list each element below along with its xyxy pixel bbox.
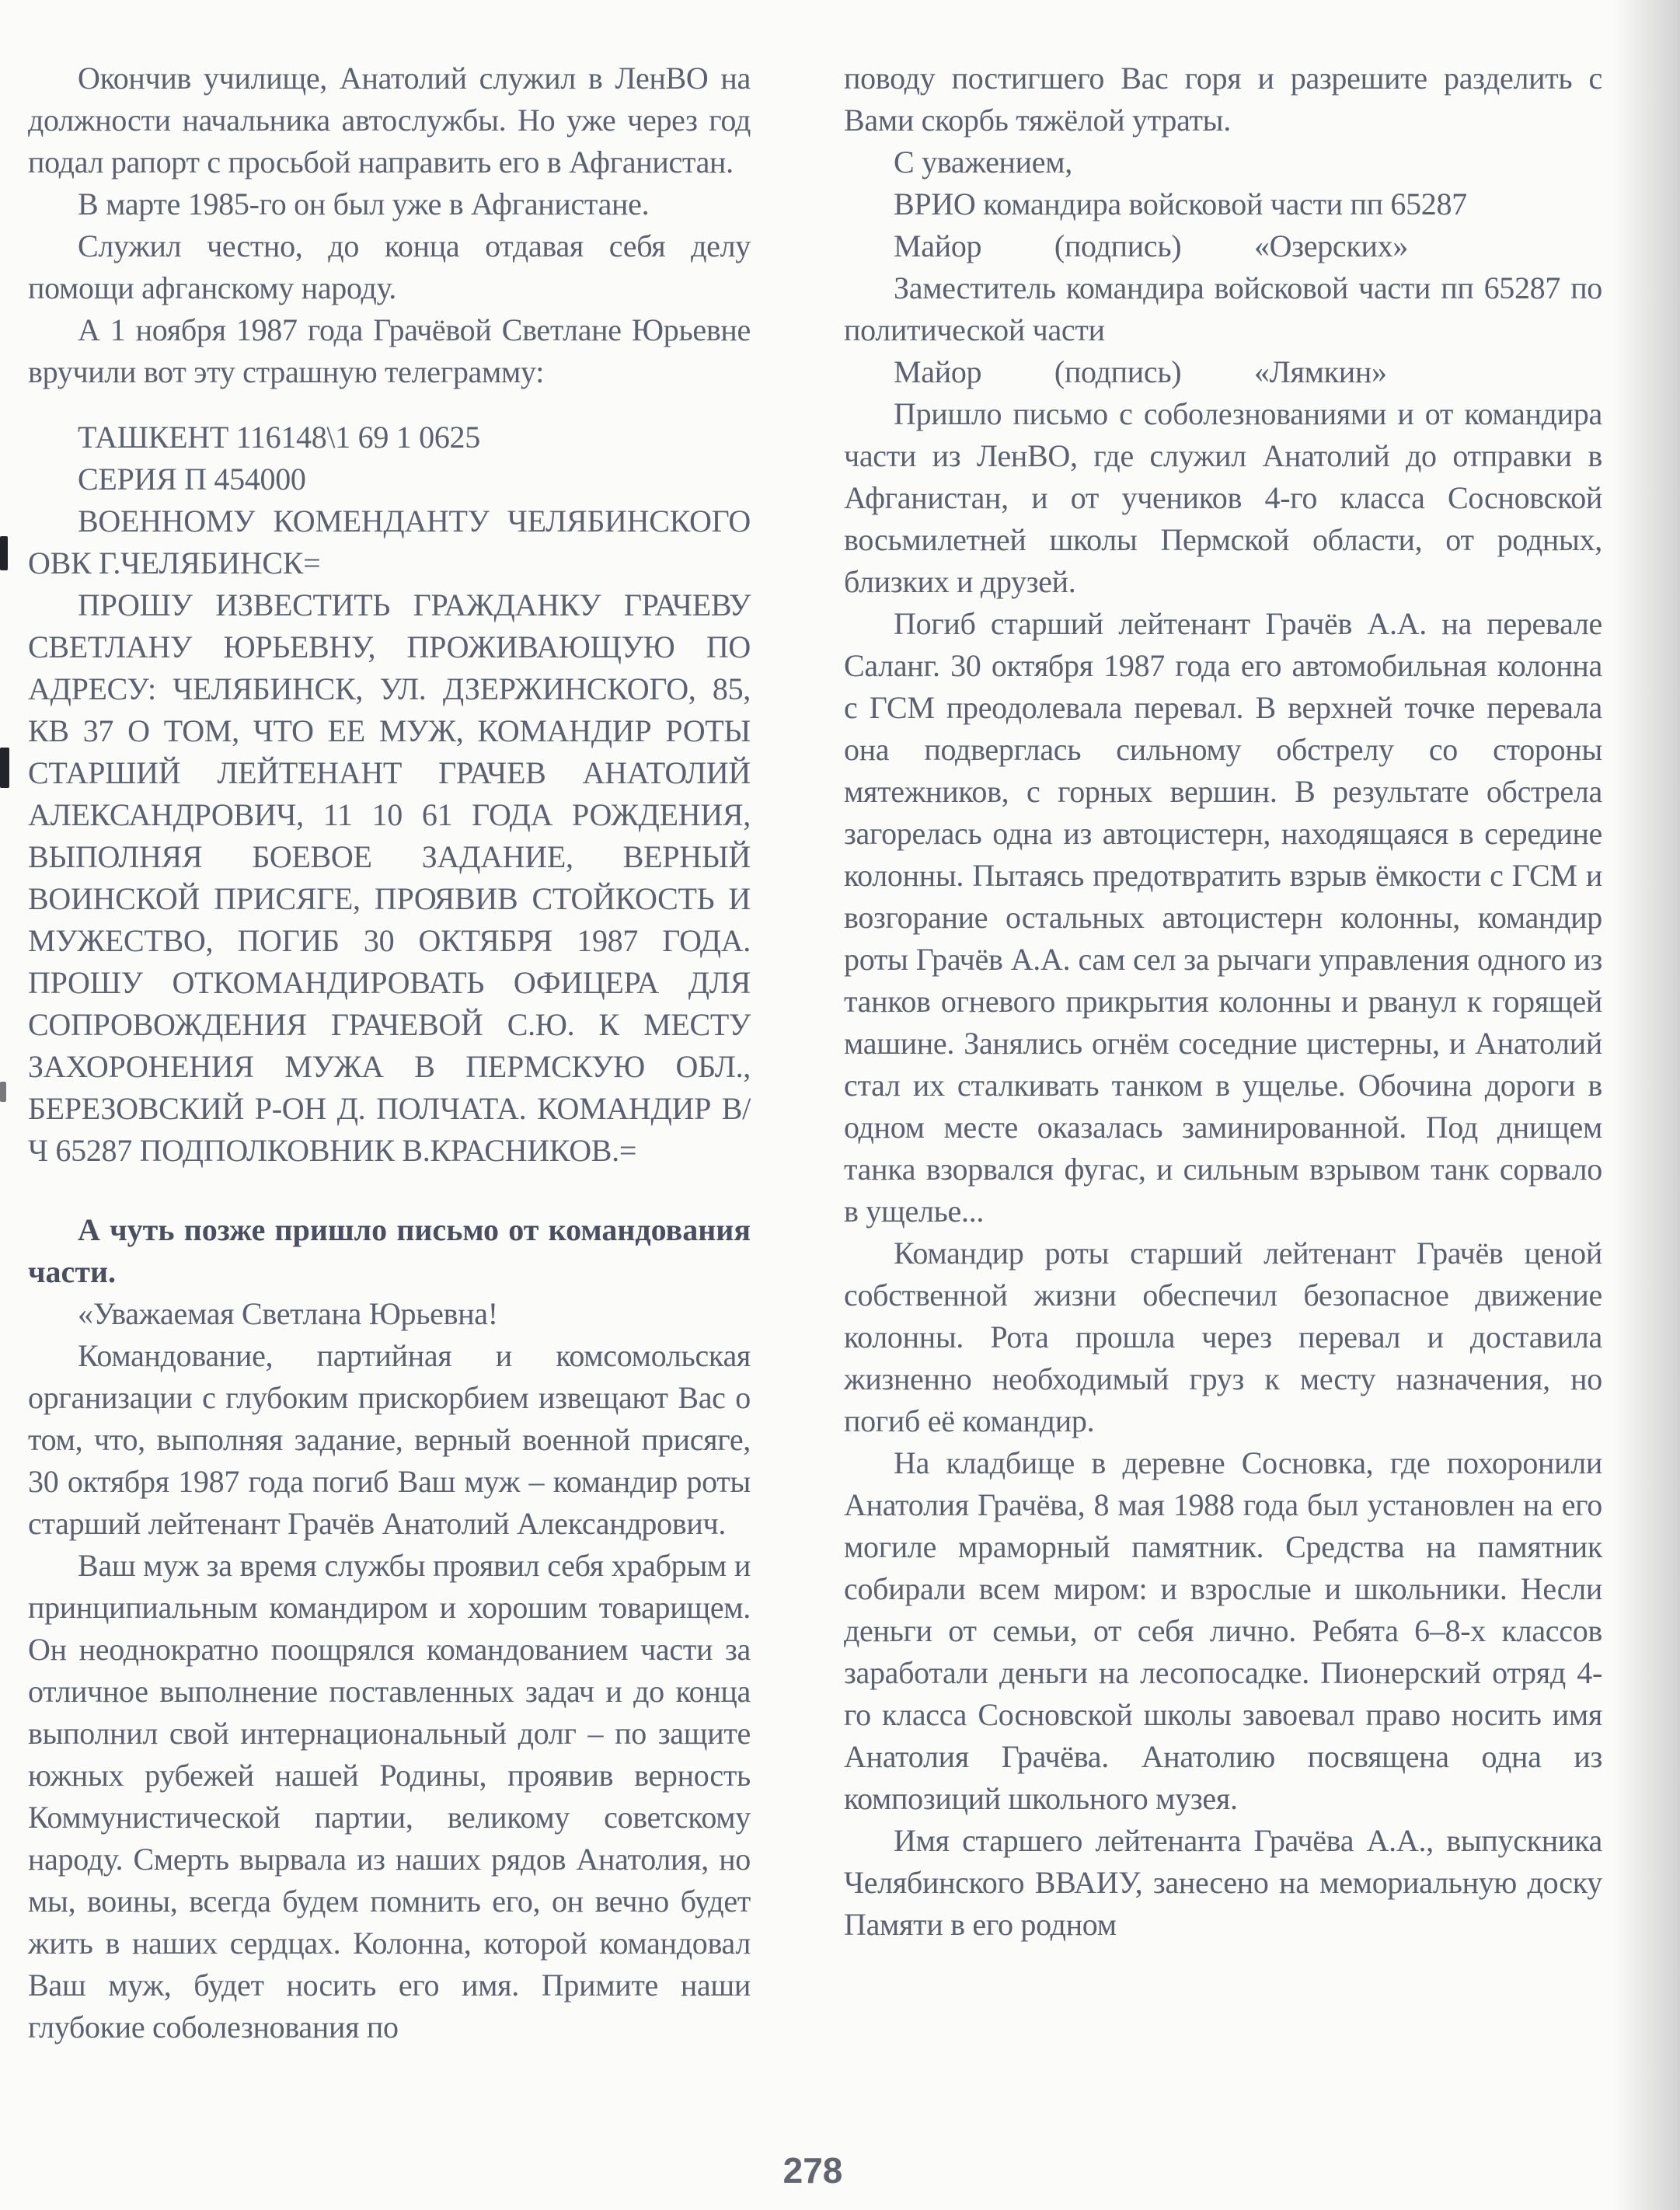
- paragraph: Имя старшего лейтенанта Грачёва А.А., выпускника Челябинского ВВАИУ, занесено на мемориальную доску Памяти в его родном: [844, 1823, 1602, 1942]
- paragraph: поводу постигшего Вас горя и разрешите разделить с Вами скорбь тяжёлой утраты.: [844, 61, 1602, 138]
- signature-line: ВРИО командира войсковой части пп 65287: [894, 186, 1467, 221]
- page-body: [28, 58, 1602, 2048]
- telegram-line: СЕРИЯ П 454000: [78, 462, 306, 497]
- telegram-body: ПРОШУ ИЗВЕСТИТЬ ГРАЖДАНКУ ГРАЧЕВУ СВЕТЛАНУ ЮРЬЕВНУ, ПРОЖИВАЮЩУЮ ПО АДРЕСУ: ЧЕЛЯБИНСК, УЛ. ДЗЕРЖИНСКОГО, 85, КВ 37 О ТОМ, ЧТО ЕЕ МУЖ, КОМАНДИР РОТЫ СТАРШИЙ ЛЕЙТЕНАНТ ГРАЧЕВ АНАТОЛИЙ АЛЕКСАНДРОВИЧ, 11 10 61 ГОДА РОЖДЕНИЯ, ВЫПОЛНЯЯ БОЕВОЕ ЗАДАНИЕ, ВЕРНЫЙ ВОИНСКОЙ ПРИСЯГЕ, ПРОЯВИВ СТОЙКОСТЬ И МУЖЕСТВО, ПОГИБ 30 ОКТЯБРЯ 1987 ГОДА. ПРОШУ ОТКОМАНДИРОВАТЬ ОФИЦЕРА ДЛЯ СОПРОВОЖДЕНИЯ ГРАЧЕВОЙ С.Ю. К МЕСТУ ЗАХОРОНЕНИЯ МУЖА В ПЕРМСКУЮ ОБЛ., БЕРЕЗОВСКИЙ Р-ОН Д. ПОЛЧАТА. КОМАНДИР В/Ч 65287 ПОДПОЛКОВНИК В.КРАСНИКОВ.=: [28, 587, 751, 1168]
- page-number: 278: [782, 2150, 843, 2191]
- telegram-line: ТАШКЕНТ 116148\1 69 1 0625: [78, 420, 480, 455]
- paragraph: На кладбище в деревне Сосновка, где похоронили Анатолия Грачёва, 8 мая 1988 года был установлен на его могиле мраморный памятник. Средства на памятник собирали всем миром: и взрослые и школьники. Несли деньги от семьи, от себя лично. Ребята 6–8-х классов заработали деньги на лесопосадке. Пионерский отряд 4-го класса Сосновской школы завоевал право носить имя Анатолия Грачёва. Анатолию посвящена одна из композиций школьного музея.: [844, 1445, 1602, 1816]
- scan-artifact: [0, 1082, 6, 1102]
- paragraph: С уважением,: [894, 145, 1072, 180]
- paragraph: Окончив училище, Анатолий служил в ЛенВО на должности начальника автослужбы. Но уже через год подал рапорт с просьбой направить его в Афганистан.: [28, 61, 751, 180]
- scan-artifact: [0, 536, 8, 570]
- paragraph: Пришло письмо с соболезнованиями и от командира части из ЛенВО, где служил Анатолий до отправки в Афганистан, и от учеников 4-го класса Сосновской восьмилетней школы Пермской области, от родных, близких и друзей.: [844, 396, 1602, 599]
- paragraph: А 1 ноября 1987 года Грачёвой Светлане Юрьевне вручили вот эту страшную телеграмму:: [28, 312, 751, 389]
- paragraph: Служил честно, до конца отдавая себя делу помощи афганскому народу.: [28, 228, 751, 305]
- signature-line: Майор (подпись) «Лямкин»: [894, 354, 1387, 389]
- scan-edge-shadow: [1614, 0, 1680, 2210]
- section-lead: А чуть позже пришло письмо от командования части.: [28, 1212, 751, 1289]
- right-column: [844, 58, 1602, 2048]
- signature-line: Майор (подпись) «Озерских»: [894, 228, 1409, 263]
- scan-artifact: [0, 748, 9, 788]
- telegram-line: ВОЕННОМУ КОМЕНДАНТУ ЧЕЛЯБИНСКОГО ОВК Г.ЧЕЛЯБИНСК=: [28, 504, 751, 580]
- paragraph: Погиб старший лейтенант Грачёв А.А. на перевале Саланг. 30 октября 1987 года его автомобильная колонна с ГСМ преодолевала перевал. В верхней точке перевала она подверглась сильному обстрелу со стороны мятежников, с горных вершин. В результате обстрела загорелась одна из автоцистерн, находящаяся в середине колонны. Пытаясь предотвратить взрыв ёмкости с ГСМ и возгорание остальных автоцистерн колонны, командир роты Грачёв А.А. сам сел за рычаги управления одного из танков огневого прикрытия колонны и рванул к горящей машине. Занялись огнём соседние цистерны, и Анатолий стал их сталкивать танком в ущелье. Обочина дороги в одном месте оказалась заминированной. Под днищем танка взорвался фугас, и сильным взрывом танк сорвало в ущелье...: [844, 606, 1602, 1229]
- paragraph: Командование, партийная и комсомольская организации с глубоким прискорбием извещают Вас о том, что, выполняя задание, верный военной присяге, 30 октября 1987 года погиб Ваш муж – командир роты старший лейтенант Грачёв Анатолий Александрович.: [28, 1338, 751, 1541]
- paragraph: Командир роты старший лейтенант Грачёв ценой собственной жизни обеспечил безопасное движение колонны. Рота прошла через перевал и доставила жизненно необходимый груз к месту назначения, но погиб её командир.: [844, 1236, 1602, 1438]
- paragraph: В марте 1985-го он был уже в Афганистане.: [78, 186, 650, 221]
- paragraph: Ваш муж за время службы проявил себя храбрым и принципиальным командиром и хорошим товарищем. Он неоднократно поощрялся командованием части за отличное выполнение поставленных задач и до конца выполнил свой интернациональный долг – по защите южных рубежей нашей Родины, проявив верность Коммунистической партии, великому советскому народу. Смерть вырвала из наших рядов Анатолия, но мы, воины, всегда будем помнить его, он вечно будет жить в наших сердцах. Колонна, которой командовал Ваш муж, будет носить его имя. Примите наши глубокие соболезнования по: [28, 1548, 751, 2044]
- signature-line: Заместитель командира войсковой части пп 65287 по политической части: [844, 270, 1602, 347]
- paragraph: «Уважаемая Светлана Юрьевна!: [78, 1296, 498, 1331]
- left-column: [28, 58, 751, 2048]
